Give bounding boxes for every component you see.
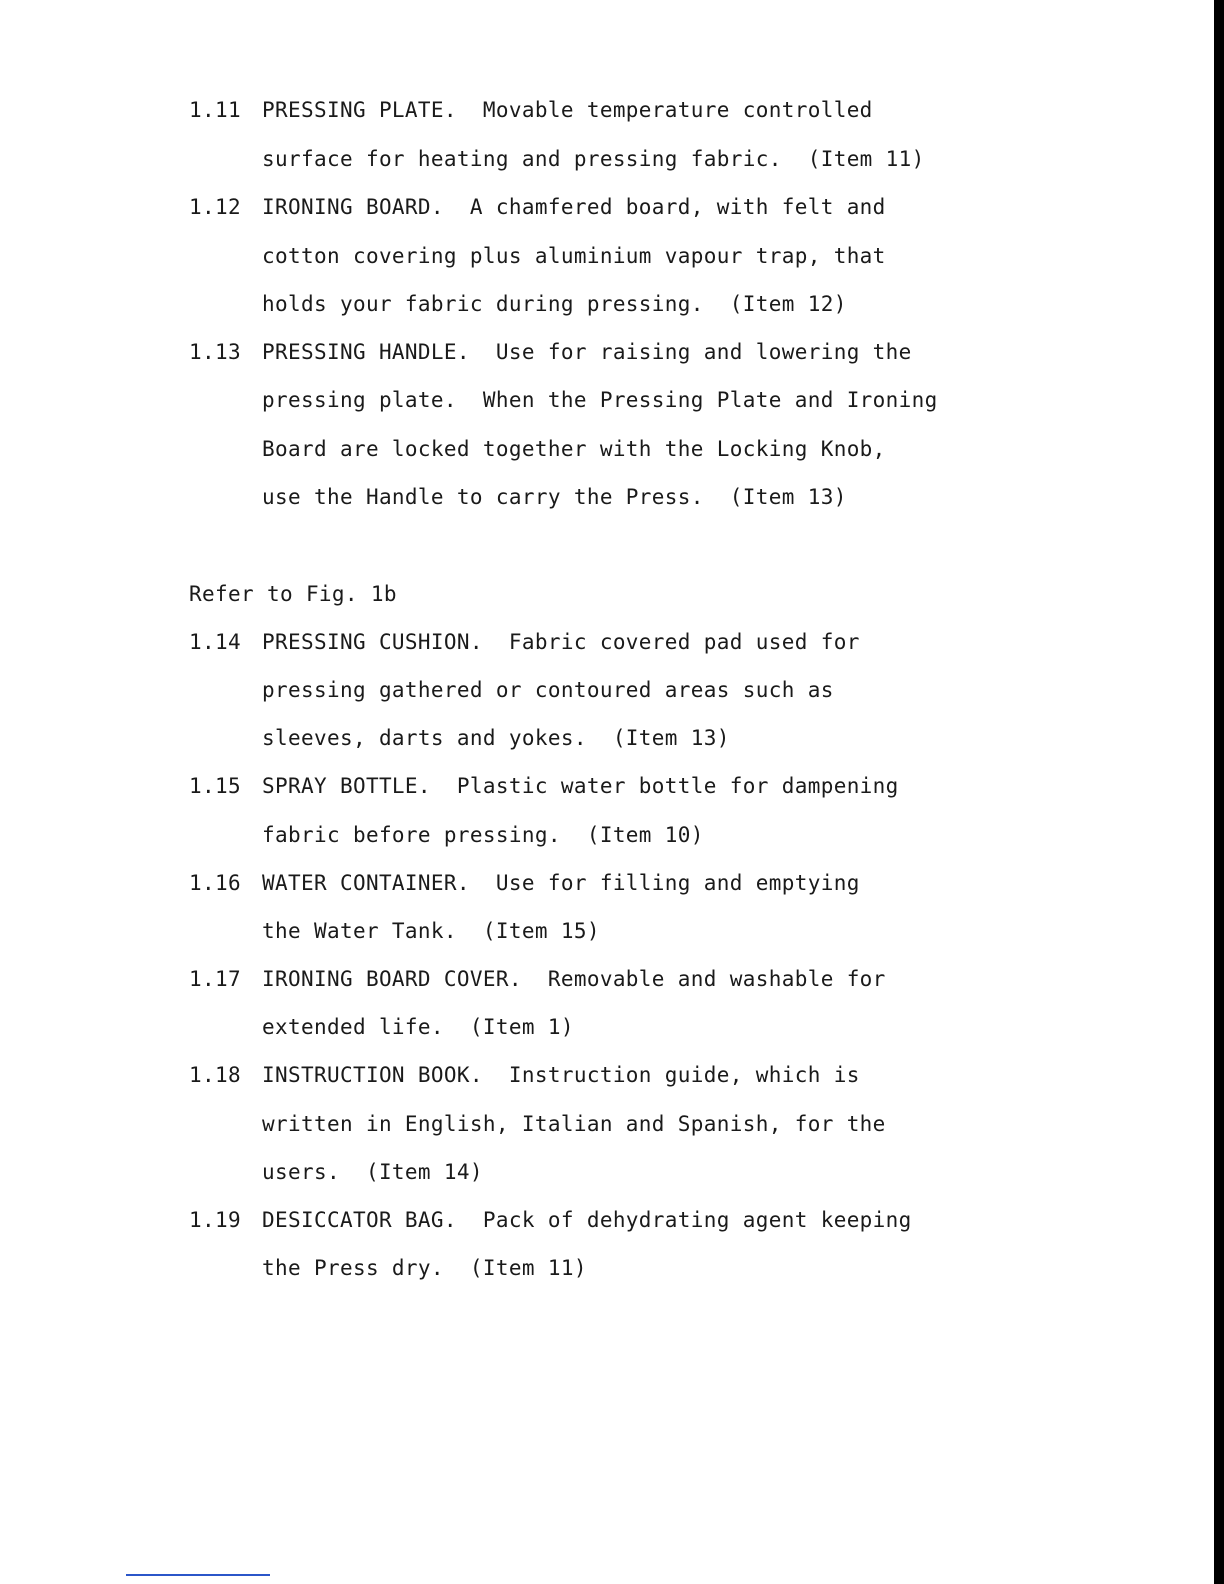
section-line: holds your fabric during pressing. (Item 12) <box>262 292 847 316</box>
section-line: WATER CONTAINER. Use for filling and emptying <box>262 871 860 895</box>
section-number: 1.17 <box>189 967 241 991</box>
section-line: extended life. (Item 1) <box>262 1015 574 1039</box>
section-line: PRESSING CUSHION. Fabric covered pad used for <box>262 630 860 654</box>
section-number: 1.12 <box>189 195 241 219</box>
section-line: sleeves, darts and yokes. (Item 13) <box>262 726 730 750</box>
section-number: 1.11 <box>189 98 241 122</box>
figure-reference: Refer to Fig. 1b <box>189 582 397 606</box>
section-number: 1.18 <box>189 1063 241 1087</box>
section-line: IRONING BOARD COVER. Removable and washable for <box>262 967 886 991</box>
section-line: IRONING BOARD. A chamfered board, with felt and <box>262 195 886 219</box>
scan-edge <box>1214 0 1224 1584</box>
section-line: DESICCATOR BAG. Pack of dehydrating agent keeping <box>262 1208 912 1232</box>
section-line: cotton covering plus aluminium vapour trap, that <box>262 244 886 268</box>
section-number: 1.16 <box>189 871 241 895</box>
section-line: users. (Item 14) <box>262 1160 483 1184</box>
section-line: the Press dry. (Item 11) <box>262 1256 587 1280</box>
section-line: Board are locked together with the Locking Knob, <box>262 437 886 461</box>
section-line: pressing gathered or contoured areas such as <box>262 678 834 702</box>
section-line: written in English, Italian and Spanish, for the <box>262 1112 886 1136</box>
section-number: 1.19 <box>189 1208 241 1232</box>
section-line: use the Handle to carry the Press. (Item 13) <box>262 485 847 509</box>
section-number: 1.13 <box>189 340 241 364</box>
section-line: INSTRUCTION BOOK. Instruction guide, which is <box>262 1063 860 1087</box>
section-line: PRESSING PLATE. Movable temperature controlled <box>262 98 873 122</box>
section-number: 1.15 <box>189 774 241 798</box>
section-line: surface for heating and pressing fabric. (Item 11) <box>262 147 925 171</box>
footer-rule <box>126 1574 270 1576</box>
section-line: fabric before pressing. (Item 10) <box>262 823 704 847</box>
section-line: SPRAY BOTTLE. Plastic water bottle for dampening <box>262 774 899 798</box>
section-number: 1.14 <box>189 630 241 654</box>
section-line: pressing plate. When the Pressing Plate and Ironing <box>262 388 938 412</box>
section-line: the Water Tank. (Item 15) <box>262 919 600 943</box>
section-line: PRESSING HANDLE. Use for raising and lowering the <box>262 340 912 364</box>
